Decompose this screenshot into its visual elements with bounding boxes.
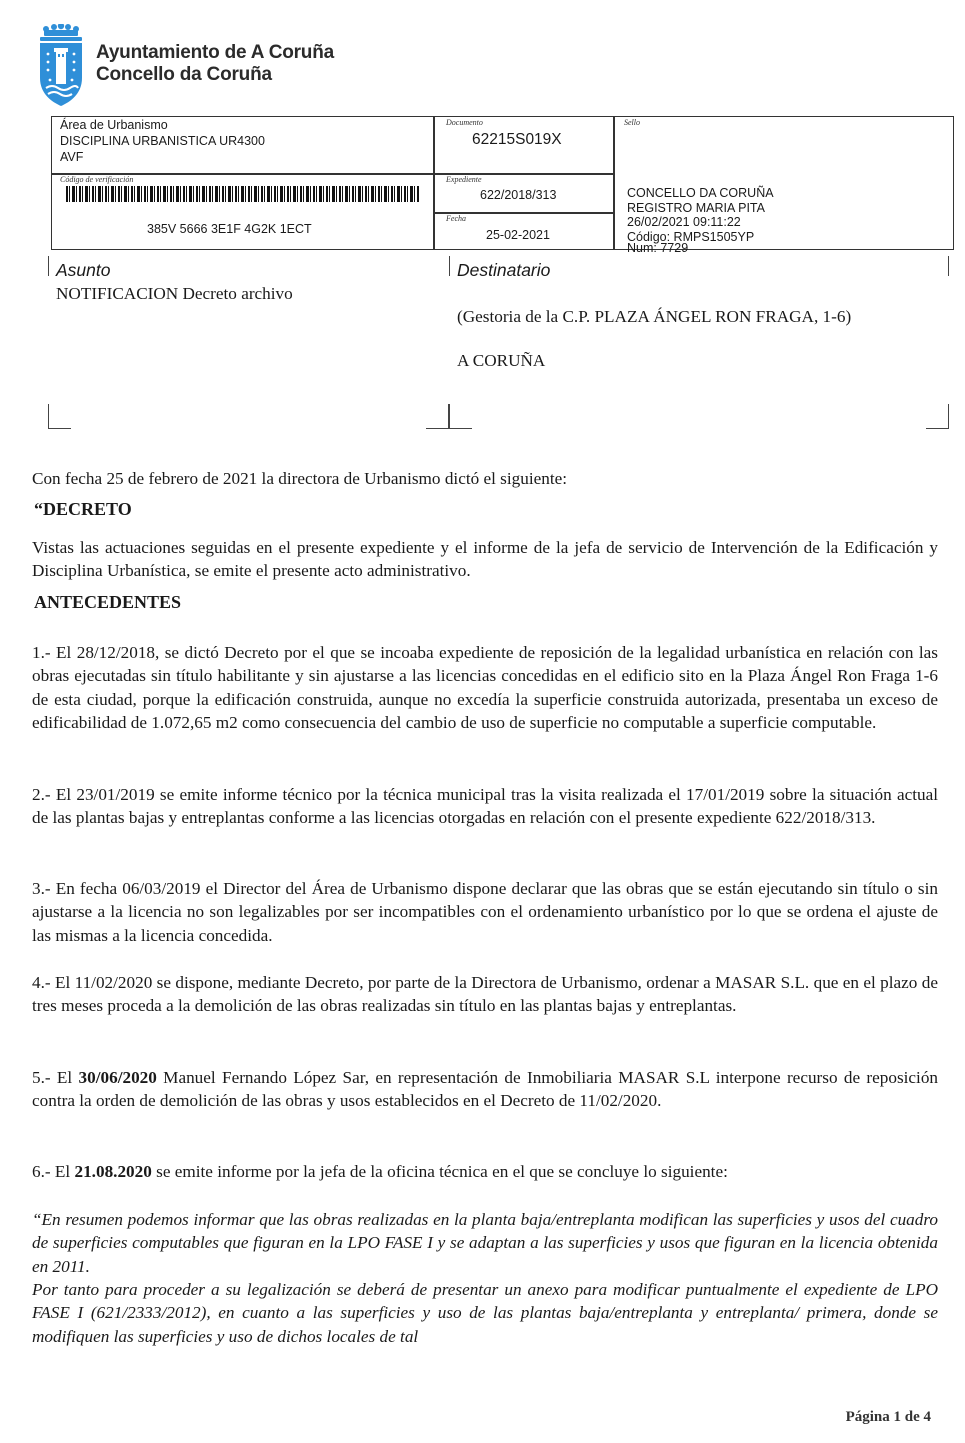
coat-of-arms-logo bbox=[36, 24, 86, 108]
fecha-value: 25-02-2021 bbox=[486, 228, 550, 242]
item-text: 5.- El bbox=[32, 1068, 79, 1087]
sello-label: Sello bbox=[624, 118, 640, 127]
intro-paragraph: Con fecha 25 de febrero de 2021 la directora de Urbanismo dictó el siguiente: bbox=[32, 469, 568, 488]
stamp-line: Código: RMPS1505YP bbox=[627, 229, 755, 244]
fecha-label: Fecha bbox=[446, 214, 466, 223]
item-date: 21.08.2020 bbox=[74, 1162, 152, 1181]
page-number: Página 1 de 4 bbox=[845, 1409, 931, 1425]
item-text: Manuel Fernando López Sar, en representación de Inmobiliaria MASAR S.L interpone recurso de reposición contra la orden de demolición de las obras y usos establecidos en el Decreto de 11/02/2020. bbox=[32, 1068, 939, 1111]
destinatario-line-1: (Gestoria de la C.P. PLAZA ÁNGEL RON FRAGA, 1-6) bbox=[457, 307, 852, 326]
decreto-heading: “DECRETO bbox=[34, 499, 132, 519]
quote-paragraph-2: Por tanto para proceder a su legalización se deberá de presentar un anexo para modificar puntualmente el expediente de LPO FASE I (621/2333/2012), en cuanto a las superficies y uso de las plantas baja/entreplanta y entreplanta/ primera, donde se modifiquen las superficies y uso de dichos locales de tal bbox=[32, 1280, 938, 1346]
area-line-2: DISCIPLINA URBANISTICA UR4300 bbox=[60, 134, 265, 148]
asunto-label: Asunto bbox=[56, 260, 111, 280]
antecedentes-heading: ANTECEDENTES bbox=[34, 592, 182, 612]
divider bbox=[433, 116, 435, 250]
destinatario-line-2: A CORUÑA bbox=[457, 351, 546, 370]
org-name-es: Ayuntamiento de A Coruña bbox=[96, 42, 334, 63]
stamp-line: REGISTRO MARIA PITA bbox=[627, 200, 765, 215]
item-date: 30/06/2020 bbox=[78, 1068, 157, 1087]
barcode bbox=[66, 186, 420, 202]
antecedente-4: 4.- El 11/02/2020 se dispone, mediante Decreto, por parte de la Directora de Urbanismo, ordenar a MASAR S.L. que en el plazo de tres meses proceda a la demolición de las obras realizadas sin título en las plantas bajas y entreplantas. bbox=[32, 973, 938, 1016]
antecedente-3: 3.- En fecha 06/03/2019 el Director del Área de Urbanismo dispone declarar que las obras que se están ejecutando sin título o sin ajustarse a la licencia no son legalizables por ser incompatibles con el ordenamiento urbanístico por lo que se ordena el ajuste de las mismas a la licencia concedida. bbox=[32, 879, 938, 945]
bracket bbox=[926, 404, 949, 429]
bracket bbox=[426, 404, 449, 429]
stamp-line: Num: 7729 bbox=[627, 241, 689, 255]
documento-label: Documento bbox=[446, 118, 483, 127]
item-text: se emite informe por la jefa de la oficina técnica en el que se concluye lo siguiente: bbox=[151, 1162, 728, 1181]
expediente-value: 622/2018/313 bbox=[480, 188, 557, 202]
antecedente-5 bbox=[32, 1066, 938, 1113]
divider bbox=[613, 116, 615, 250]
codigo-value: 385V 5666 3E1F 4G2K 1ECT bbox=[147, 222, 312, 236]
item-text: 6.- El bbox=[32, 1162, 75, 1181]
documento-value: 62215S019X bbox=[472, 131, 562, 148]
registry-stamp bbox=[627, 186, 774, 256]
antecedente-2: 2.- El 23/01/2019 se emite informe técnico por la técnica municipal tras la visita realizada el 17/01/2019 sobre la situación actual de las plantas bajas y entreplantas conforme a las licencias otorgadas en relación con el presente expediente 622/2018/313. bbox=[32, 785, 938, 828]
asunto-value: NOTIFICACION Decreto archivo bbox=[56, 284, 293, 303]
vistas-paragraph: Vistas las actuaciones seguidas en el presente expediente y el informe de la jefa de servicio de Intervención de la Edificación y Disciplina Urbanística, se emite el presente acto administrativo. bbox=[32, 538, 938, 581]
stamp-line: CONCELLO DA CORUÑA bbox=[627, 186, 774, 200]
antecedente-1: 1.- El 28/12/2018, se dictó Decreto por el que se incoaba expediente de reposición de la legalidad urbanística en relación con las obras ejecutadas sin título habilitante y sin ajustarse a las licencias concedidas en el edificio sito en la Plaza Ángel Ron Fraga 1-6 de esta ciudad, porque la edificación construida, aunque no excedía la superficie construida autorizada, presentaba un exceso de edificabilidad de 1.072,65 m2 como consecuencia del cambio de uso de superficie no computable a superficie computable. bbox=[32, 643, 938, 732]
org-name-gl: Concello da Coruña bbox=[96, 64, 272, 85]
stamp-line: 26/02/2021 09:11:22 bbox=[627, 215, 741, 229]
area-line-1: Área de Urbanismo bbox=[60, 118, 168, 132]
coat-of-arms-icon bbox=[36, 24, 86, 108]
destinatario-label: Destinatario bbox=[457, 260, 551, 280]
bracket bbox=[449, 404, 472, 429]
area-line-3: AVF bbox=[60, 150, 84, 164]
bracket bbox=[938, 256, 949, 276]
antecedente-6 bbox=[32, 1160, 938, 1183]
bracket bbox=[48, 404, 71, 429]
expediente-label: Expediente bbox=[446, 175, 482, 184]
codigo-label: Código de verificación bbox=[60, 175, 134, 184]
quote-paragraph-1: “En resumen podemos informar que las obras realizadas en la planta baja/entreplanta modifican las superficies y usos del cuadro de superficies computables que figuran en la LPO FASE I y se adaptan a las superficies y usos que figuran en la licencia obtenida en 2011. bbox=[32, 1210, 938, 1276]
